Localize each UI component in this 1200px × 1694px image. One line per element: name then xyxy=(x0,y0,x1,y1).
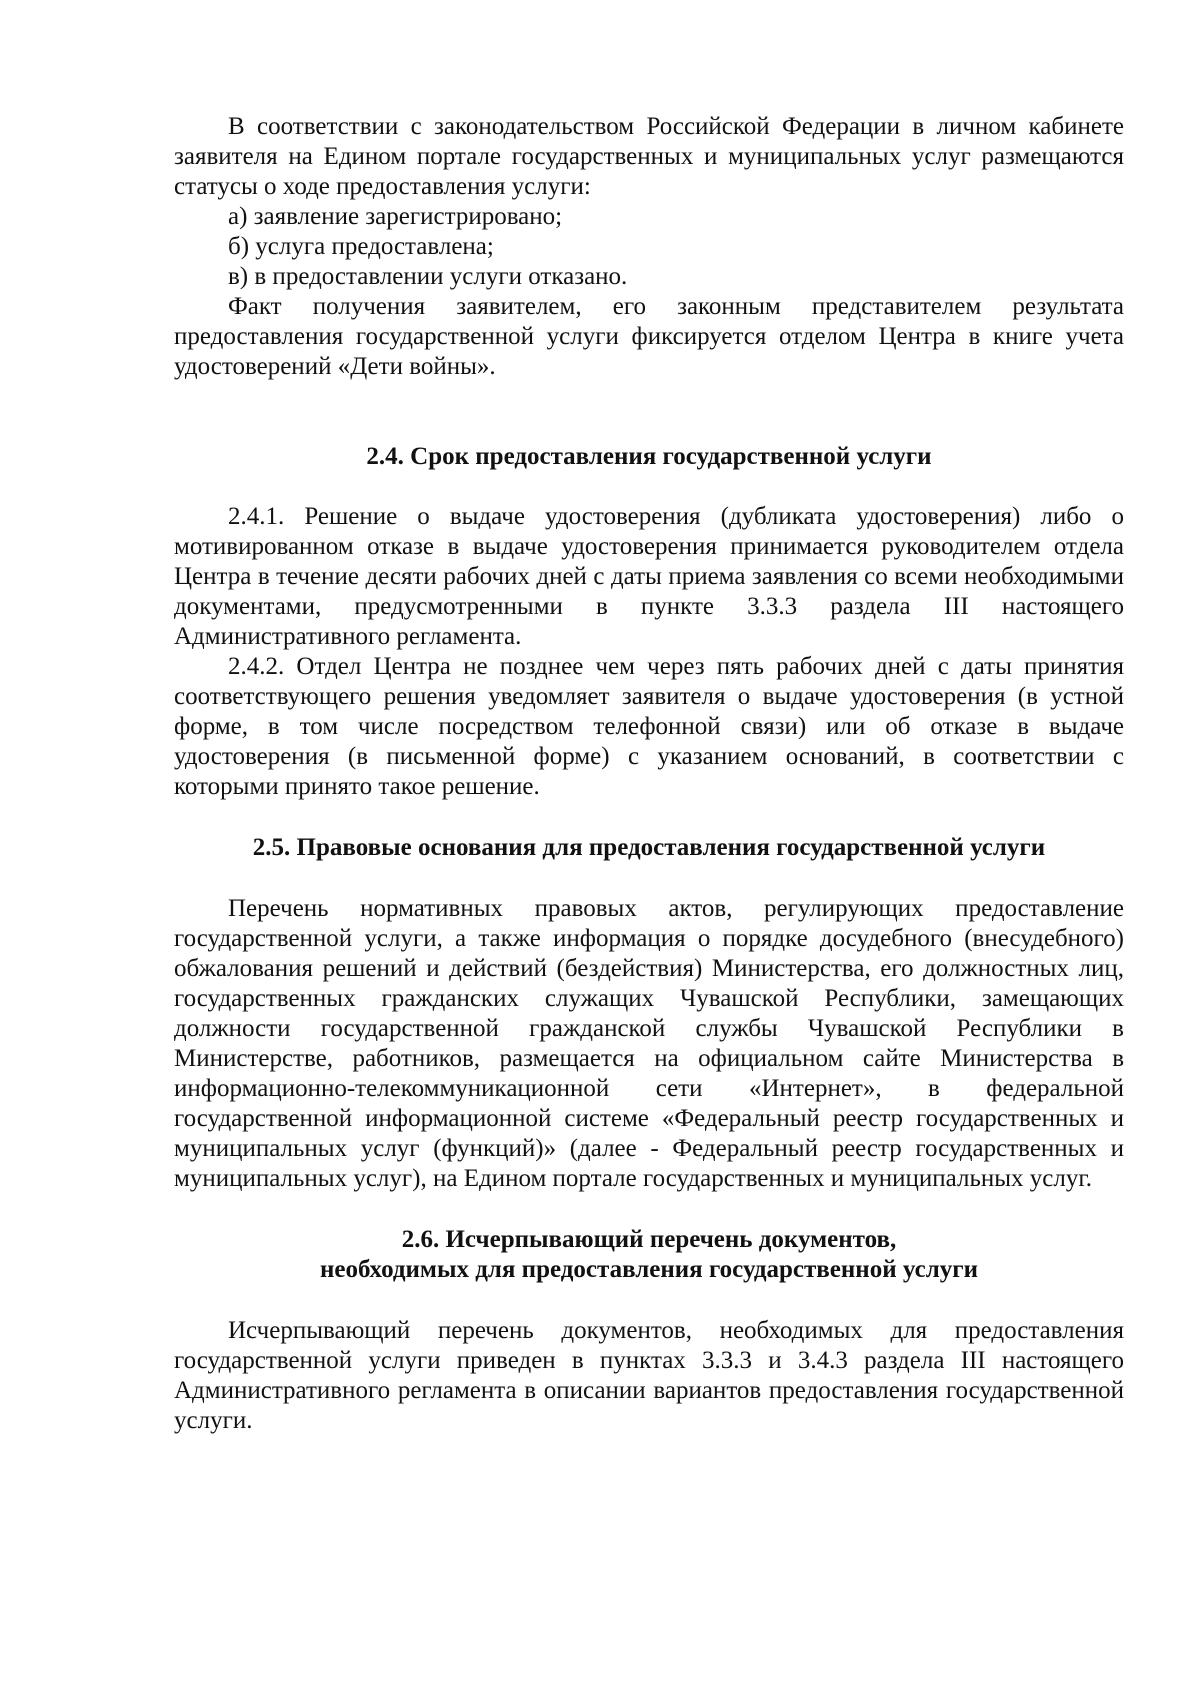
spacer xyxy=(174,1285,1124,1316)
document-body xyxy=(174,112,1124,1436)
section-2-6-heading-line1: 2.6. Исчерпывающий перечень документов, xyxy=(401,1226,897,1253)
section-2-6-heading-line2: необходимых для предоставления государственной услуги xyxy=(320,1256,978,1283)
status-item-registered: а) заявление зарегистрировано; xyxy=(228,203,563,230)
status-item-provided: б) услуга предоставлена; xyxy=(228,233,494,260)
section-2-6-heading xyxy=(174,1225,1124,1285)
status-item-refused: в) в предоставлении услуги отказано. xyxy=(228,263,628,290)
intro-paragraph: В соответствии с законодательством Российской Федерации в личном кабинете заявителя на Едином портале государственных и муниципальных услуг размещаются статусы о ходе предоставления услуги: xyxy=(174,113,1124,200)
intro-fact-paragraph: Факт получения заявителем, его законным представителем результата предоставления государственной услуги фиксируется отделом Центра в книге учета удостоверений «Дети войны». xyxy=(174,293,1124,380)
section-2-6-paragraph: Исчерпывающий перечень документов, необходимых для предоставления государственной услуги приведен в пунктах 3.3.3 и 3.4.3 раздела III настоящего Административного регламента в описании вариантов предоставления государственной услуги. xyxy=(174,1317,1124,1434)
section-2-4-1-paragraph: 2.4.1. Решение о выдаче удостоверения (дубликата удостоверения) либо о мотивированном отказе в выдаче удостоверения принимается руководителем отдела Центра в течение десяти рабочих дней с даты приема заявления со всеми необходимыми документами, предусмотренными в пункте 3.3.3 раздела III настоящего Административного регламента. xyxy=(174,503,1124,650)
spacer xyxy=(174,1194,1124,1225)
section-2-4-2-paragraph: 2.4.2. Отдел Центра не позднее чем через пять рабочих дней с даты принятия соответствующего решения уведомляет заявителя о выдаче удостоверения (в устной форме, в том числе посредством телефонной связи) или об отказе в выдаче удостоверения (в письменной форме) с указанием оснований, в соответствии с которыми принято такое решение. xyxy=(174,653,1124,800)
spacer xyxy=(174,382,1124,442)
spacer xyxy=(174,863,1124,894)
section-2-4-heading: 2.4. Срок предоставления государственной услуги xyxy=(366,443,932,470)
section-2-5-paragraph: Перечень нормативных правовых актов, регулирующих предоставление государственной услуги, а также информация о порядке досудебного (внесудебного) обжалования решений и действий (бездействия) Министерства, его должностных лиц, государственных гражданских служащих Чувашской Республики, замещающих должности государственной гражданской службы Чувашской Республики в Министерстве, работников, размещается на официальном сайте Министерства в информационно-телекоммуникационной сети «Интернет», в федеральной государственной информационной системе «Федеральный реестр государственных и муниципальных услуг (функций)» (далее - Федеральный реестр государственных и муниципальных услуг), на Едином портале государственных и муниципальных услуг. xyxy=(174,895,1124,1192)
section-2-5-heading: 2.5. Правовые основания для предоставления государственной услуги xyxy=(252,834,1046,861)
spacer xyxy=(174,802,1124,833)
spacer xyxy=(174,472,1124,502)
